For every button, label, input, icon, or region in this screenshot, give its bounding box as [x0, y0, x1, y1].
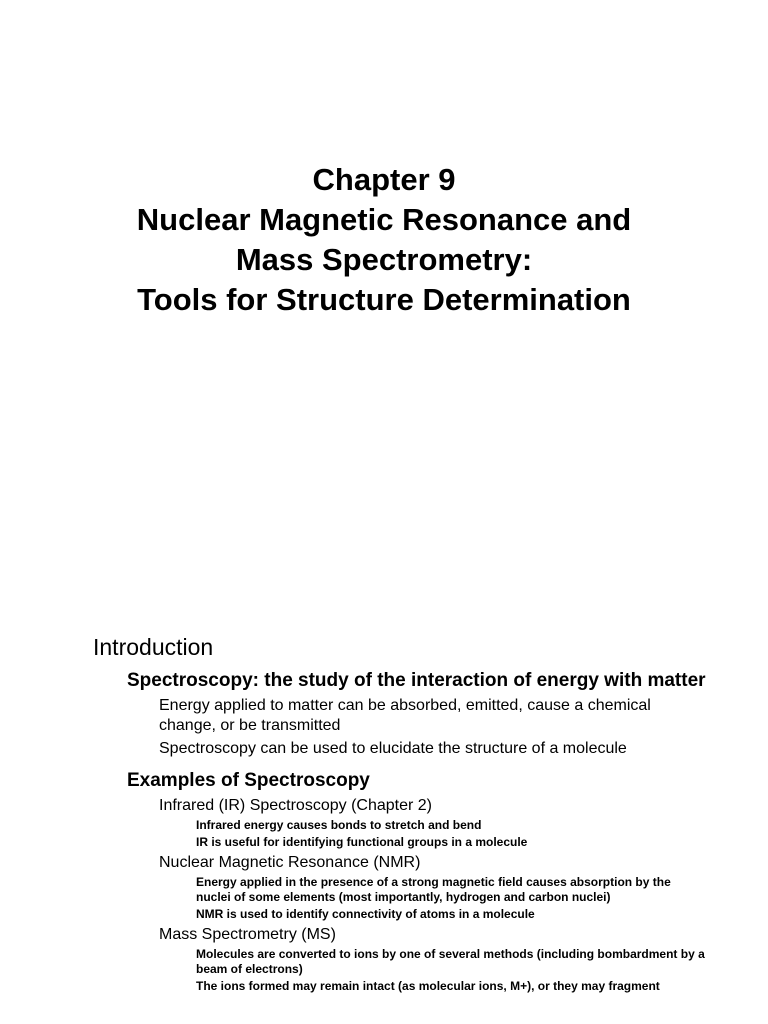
outline-item-nmr: [0, 853, 768, 873]
outline-item-ms: [0, 925, 768, 945]
outline-text: IR is useful for identifying functional groups in a molecule: [196, 835, 528, 849]
outline-item-spectroscopy-definition: [0, 668, 768, 693]
outline-item-examples: [0, 768, 768, 793]
title-chapter: Chapter 9: [312, 162, 456, 197]
outline-text: Infrared (IR) Spectroscopy (Chapter 2): [159, 797, 432, 814]
title-line-ms: Mass Spectrometry:: [235, 242, 533, 277]
outline-item-ms-point-2: [0, 979, 768, 994]
outline-text: Energy applied to matter can be absorbed, emitted, cause a chemical change, or be transmitted: [159, 697, 651, 734]
outline-item-ir-point-2: [0, 835, 768, 850]
title-line-tools: Tools for Structure Determination: [137, 282, 631, 317]
outline-text: Introduction: [93, 634, 214, 660]
outline-item-ms-point-1: [0, 947, 768, 977]
outline-item-ir-point-1: [0, 818, 768, 833]
outline-text: Energy applied in the presence of a strong magnetic field causes absorption by the nuclei of some elements (most importantly, hydrogen and carbon nuclei): [196, 875, 671, 904]
outline-text: NMR is used to identify connectivity of atoms in a molecule: [196, 907, 535, 921]
slide-outline: [0, 630, 768, 994]
outline-text: Spectroscopy: the study of the interaction of energy with matter: [127, 670, 706, 691]
outline-text: Molecules are converted to ions by one of several methods (including bombardment by a beam of electrons): [196, 947, 705, 976]
outline-text: Nuclear Magnetic Resonance (NMR): [159, 854, 421, 871]
outline-item-energy-applied: [0, 696, 768, 736]
outline-item-elucidate: [0, 739, 768, 759]
slide-title: [0, 160, 768, 320]
outline-text: The ions formed may remain intact (as molecular ions, M+), or they may fragment: [196, 979, 660, 993]
outline-text: Spectroscopy can be used to elucidate the structure of a molecule: [159, 740, 627, 757]
outline-text: Infrared energy causes bonds to stretch and bend: [196, 818, 482, 832]
outline-item-nmr-point-1: [0, 875, 768, 905]
outline-text: Mass Spectrometry (MS): [159, 926, 336, 943]
outline-item-ir: [0, 796, 768, 816]
outline-text: Examples of Spectroscopy: [127, 770, 370, 791]
outline-item-nmr-point-2: [0, 907, 768, 922]
outline-item-introduction: [0, 630, 768, 664]
title-line-nmr: Nuclear Magnetic Resonance and: [136, 202, 632, 237]
